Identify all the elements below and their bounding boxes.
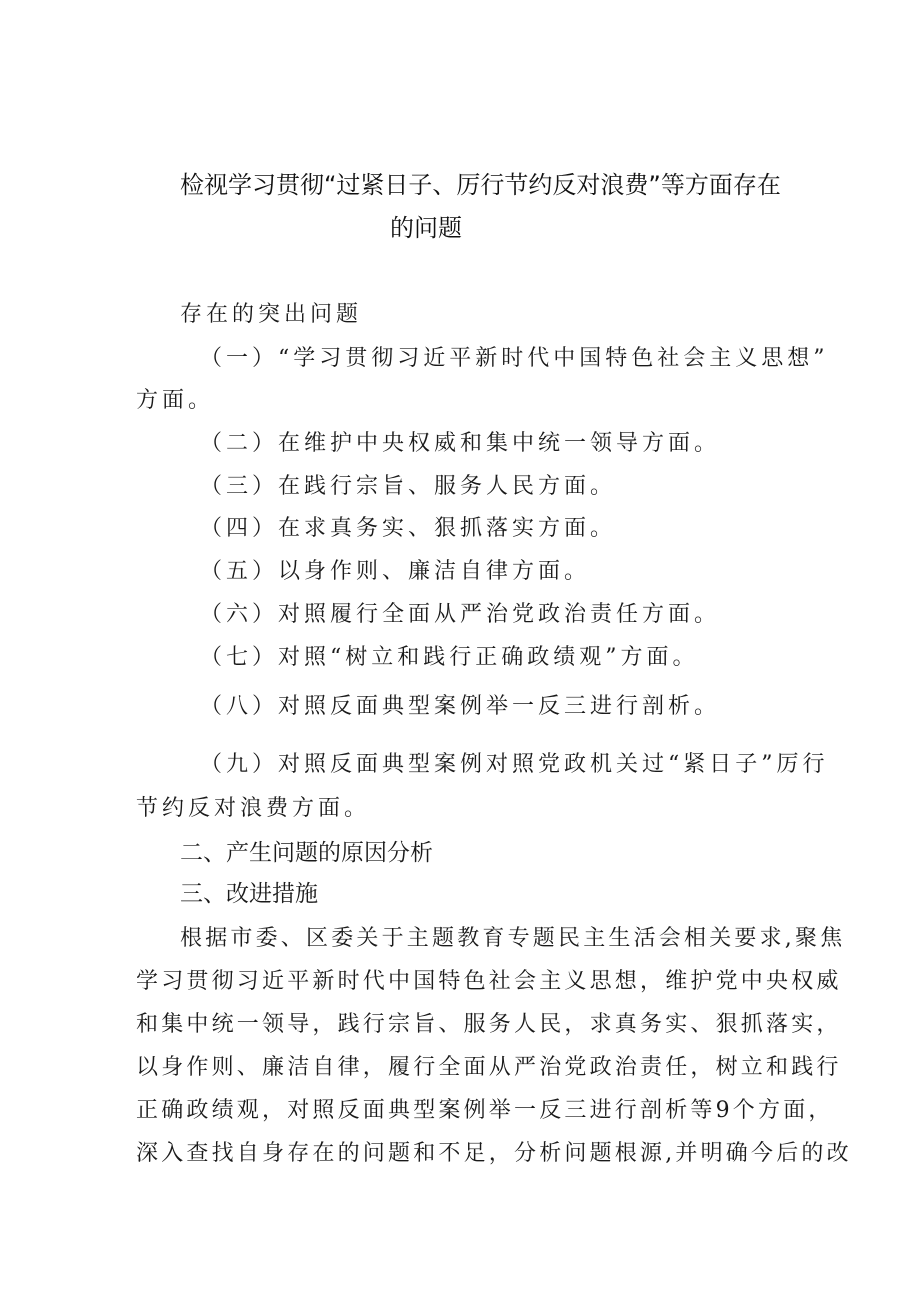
document-title-line-1: 检视学习贯彻“过紧日子、厉行节约反对浪费”等方面存在 <box>180 171 781 199</box>
list-item-7: （七）对照“树立和践行正确政绩观”方面。 <box>200 645 699 670</box>
list-item-1-line-1: （一）“学习贯彻习近平新时代中国特色社会主义思想” <box>200 346 829 371</box>
paragraph-line-4: 以身作则、廉洁自律，履行全面从严治党政治责任，树立和践行 <box>136 1055 842 1080</box>
list-item-5: （五）以身作则、廉洁自律方面。 <box>200 559 591 584</box>
paragraph-line-2: 学习贯彻习近平新时代中国特色社会主义思想，维护党中央权威 <box>136 969 842 994</box>
list-item-4: （四）在求真务实、狠抓落实方面。 <box>200 516 617 541</box>
list-item-2: （二）在维护中央权威和集中统一领导方面。 <box>200 431 721 456</box>
list-item-6: （六）对照履行全面从严治党政治责任方面。 <box>200 602 721 627</box>
document-title-line-2: 的问题 <box>390 214 462 242</box>
section-heading-measures: 三、改进措施 <box>180 881 318 907</box>
list-item-9-line-2: 节约反对浪费方面。 <box>136 796 371 821</box>
paragraph-line-3: 和集中统一领导，践行宗旨、服务人民，求真务实、狠抓落实， <box>136 1012 842 1037</box>
section-heading-problems: 存在的突出问题 <box>180 302 363 327</box>
section-heading-causes: 二、产生问题的原因分析 <box>180 840 433 866</box>
paragraph-line-6: 深入查找自身存在的问题和不足，分析问题根源,并明确今后的改 <box>136 1141 852 1166</box>
list-item-1-line-2: 方面。 <box>136 388 215 413</box>
paragraph-line-1: 根据市委、区委关于主题教育专题民主生活会相关要求,聚焦 <box>180 926 846 951</box>
paragraph-line-5: 正确政绩观，对照反面典型案例举一反三进行剖析等9个方面， <box>136 1098 834 1123</box>
list-item-3: （三）在践行宗旨、服务人民方面。 <box>200 474 617 499</box>
list-item-8: （八）对照反面典型案例举一反三进行剖析。 <box>200 694 721 719</box>
list-item-9-line-1: （九）对照反面典型案例对照党政机关过“紧日子”厉行 <box>200 752 829 777</box>
